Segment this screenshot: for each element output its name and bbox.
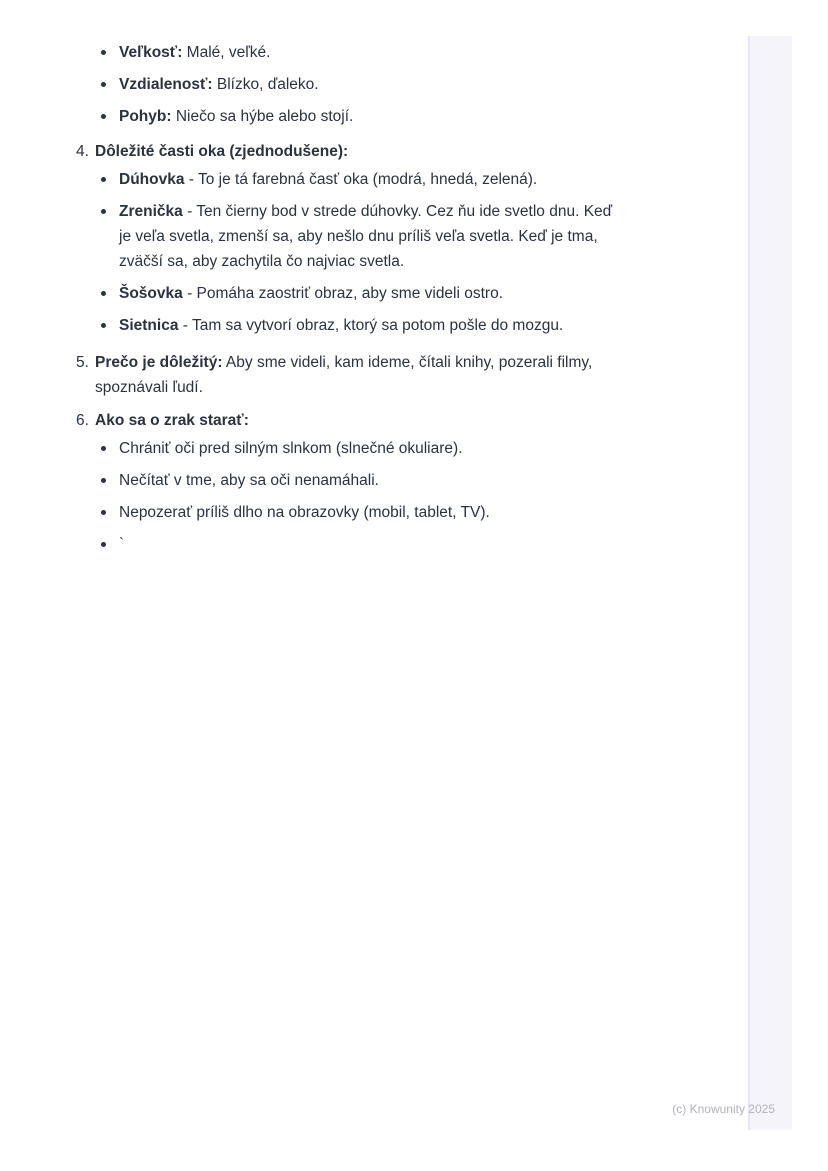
sub-bullet-list: [95, 167, 628, 338]
item-heading: Ako sa o zrak starať:: [95, 412, 249, 429]
bullet-item: Veľkosť: Malé, veľké.: [76, 40, 628, 65]
bullet-item: `: [95, 532, 628, 557]
numbered-item: 5. Prečo je dôležitý: Aby sme videli, kam ideme, čítali knihy, pozerali filmy, spoznávali ľudí.: [76, 350, 628, 400]
item-number: 6.: [76, 412, 89, 429]
bullet-item: Zrenička - Ten čierny bod v strede dúhovky. Cez ňu ide svetlo dnu. Keď je veľa svetla, zmenší sa, aby nešlo dnu príliš veľa svetla. Keď je tma, zväčší sa, aby zachytila čo najviac svetla.: [95, 199, 628, 274]
bullet-item: Nepozerať príliš dlho na obrazovky (mobil, tablet, TV).: [95, 500, 628, 525]
bullet-item: Sietnica - Tam sa vytvorí obraz, ktorý sa potom pošle do mozgu.: [95, 313, 628, 338]
bullet-term: Pohyb:: [119, 108, 172, 125]
item-number: 5.: [76, 354, 89, 371]
document-body: [76, 40, 628, 569]
item-heading: Prečo je dôležitý:: [95, 354, 223, 371]
numbered-list: [76, 139, 628, 557]
item-heading: Dôležité časti oka (zjednodušene):: [95, 143, 349, 160]
bullet-term: Zrenička: [119, 203, 183, 220]
numbered-item: [76, 408, 628, 557]
numbered-item: [76, 139, 628, 338]
bullet-item: Nečítať v tme, aby sa oči nenamáhali.: [95, 468, 628, 493]
bullet-term: Vzdialenosť:: [119, 76, 213, 93]
footer-copyright: (c) Knowunity 2025: [672, 1102, 775, 1116]
bullet-item: Dúhovka - To je tá farebná časť oka (modrá, hnedá, zelená).: [95, 167, 628, 192]
bullet-item: Pohyb: Niečo sa hýbe alebo stojí.: [76, 104, 628, 129]
bullet-term: Sietnica: [119, 317, 179, 334]
bullet-term: Veľkosť:: [119, 44, 183, 61]
bullet-term: Dúhovka: [119, 171, 185, 188]
bullet-item: Šošovka - Pomáha zaostriť obraz, aby sme videli ostro.: [95, 281, 628, 306]
bullet-item: Vzdialenosť: Blízko, ďaleko.: [76, 72, 628, 97]
side-strip: [748, 36, 792, 1130]
sub-bullet-list: [95, 436, 628, 557]
item-number: 4.: [76, 143, 89, 160]
intro-bullet-list: [76, 40, 628, 129]
bullet-item: Chrániť oči pred silným slnkom (slnečné okuliare).: [95, 436, 628, 461]
bullet-term: Šošovka: [119, 285, 183, 302]
